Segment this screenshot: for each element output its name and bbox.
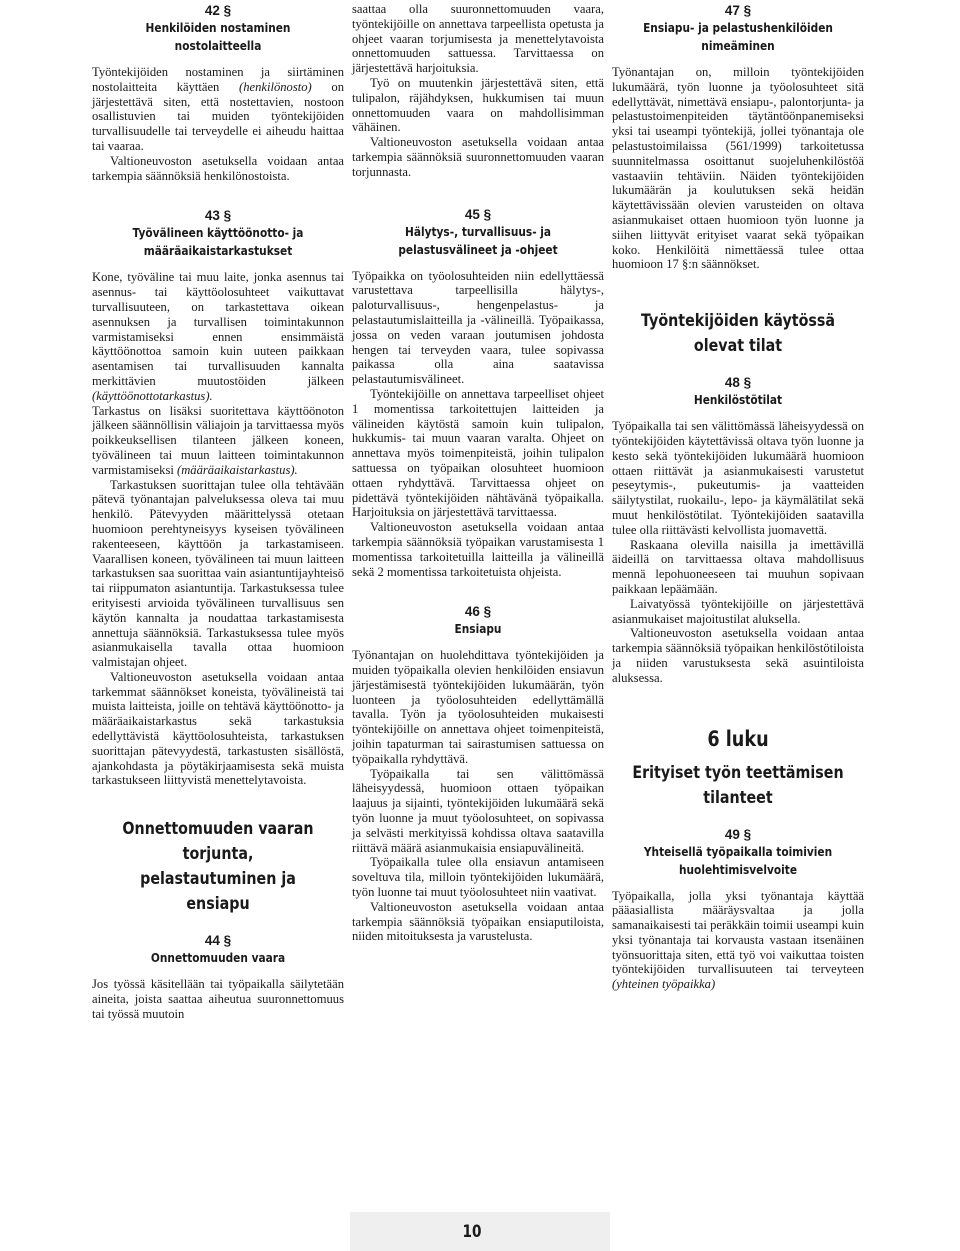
section-49-number: 49 § (724, 826, 752, 842)
text-run: Kone, työväline tai muu laite, jonka asennus tai asennus- tai käyttöolosuhteet vaikuttavat turvallisuuteen, on tarkastettava oikean asennuksen ja turvallisen toimintakunnon varmistamiseksi ennen ensimmäistä käyttöönottoa samoin kuin uuteen paikkaan asentamisen tai turvallisuuden kannalta merkittävien muutostöiden jälkeen (92, 270, 344, 388)
column-2 (352, 2, 604, 944)
italic-term: (määräaikaistarkastus). (177, 462, 298, 477)
section-45-title-line2: pelastusvälineet ja -ohjeet (398, 241, 558, 257)
section-46-paragraph-2: Työpaikalla tai sen välittömässä läheisyydessä, huomioon ottaen työpaikan laajuus ja sijainti, työntekijöiden lukumäärä sekä työn luonne ja muut työolosuhteet, on sopivassa ja selvästi merkityissä kohdissa oltava saatavilla riittävä määrä asianmukaisia ensiapuvälineitä. (352, 766, 604, 855)
section-46-paragraph-4: Valtioneuvoston asetuksella voidaan antaa tarkempia säännöksiä työpaikan ensiaputiloista, niiden mitoituksesta ja varustelusta. (352, 899, 604, 944)
section-42-paragraph-1 (92, 65, 344, 154)
section-43-paragraph-2 (92, 404, 344, 478)
page-number: 10 (462, 1222, 482, 1242)
section-43-paragraph-4: Valtioneuvoston asetuksella voidaan antaa tarkemmat säännökset koneista, työvälineistä tai muista laitteista, joille on tehtävä käyttöönotto- ja määräaikaistarkastus sekä tarkastuksia edellyttävistä käyttöolosuhteista, tarkastuksen suorittajan pätevyydestä, tarkastusten sisällöstä, ajankohdasta ja pöytäkirjaamisesta sekä muista tarkastukseen liittyvistä menettelytavoista. (92, 669, 344, 788)
section-44-paragraph-1: Jos työssä käsitellään tai työpaikalla säilytetään aineita, joista saattaa aiheutua suuronnettomuus tai työssä muutoin (92, 977, 344, 1021)
section-48-paragraph-3: Laivatyössä työntekijöille on järjestettävä asianmukaiset majoitustilat aluksella. (612, 596, 864, 626)
section-45-paragraph-3: Valtioneuvoston asetuksella voidaan antaa tarkempia säännöksiä työpaikan varustamisesta 1 momentissa tarkoitetuilla laitteilla ja välineillä sekä 2 momentissa tarkoitetuista ohjeista. (352, 520, 604, 579)
section-42-paragraph-2: Valtioneuvoston asetuksella voidaan antaa tarkempia säännöksiä henkilönostoista. (92, 153, 344, 183)
section-46-paragraph-1: Työnantajan on huolehdittava työntekijöiden ja muiden työpaikalla olevien henkilöiden ensiavun järjestämisestä työntekijöiden lukumäärän, työn luonteen ja työolosuhteiden edellyttämällä tavalla. Työn ja työolosuhteiden mukaisesti työntekijöille on annettava ohjeet toimenpiteistä, joihin tapaturman tai sairastumisen sattuessa on työpaikalla ryhdyttävä. (352, 648, 604, 766)
text-run: Tarkastus on lisäksi suoritettava käyttöönoton jälkeen säännöllisin väliajoin ja tarvittaessa myös poikkeuksellisen tilanteen jälkeen koneen, työvälineen tai muun laitteen toimintakunnon varmistamiseksi (92, 403, 344, 477)
section-46-title: Ensiapu (454, 621, 502, 637)
chapter-6-title-line1: Erityiset työn teettämisen (632, 762, 844, 782)
continuation-paragraph-1: saattaa olla suuronnettomuuden vaara, työntekijöille on annettava tarpeellista opetusta ja ohjeet vaaran torjumisesta ja menettelytavoista onnettomuuden sattuessa. Tarvittaessa on järjestettävä harjoituksia. (352, 2, 604, 76)
section-43-number: 43 § (204, 208, 232, 224)
section-44-number: 44 § (204, 933, 232, 949)
section-49-title-line1: Yhteisellä työpaikalla toimivien (643, 843, 833, 859)
column-3 (612, 2, 864, 992)
section-48-paragraph-2: Raskaana olevilla naisilla ja imettävillä äideillä on tarvittaessa oltava mahdollisuus mennä lepohuoneeseen tai muuhun sopivaan paikkaan lepäämään. (612, 537, 864, 596)
section-45-title-line1: Hälytys-, turvallisuus- ja (404, 223, 552, 239)
section-42-number: 42 § (204, 3, 232, 18)
text-run: Työntekijöiden nostaminen ja siirtäminen nostolaitteita käyttäen (92, 65, 344, 94)
section-46-paragraph-3: Työpaikalla tulee olla ensiavun antamiseen soveltuva tila, milloin työntekijöiden lukumäärä, työn luonne tai muut työolosuhteet niin vaativat. (352, 855, 604, 900)
continuation-paragraph-3: Valtioneuvoston asetuksella voidaan antaa tarkempia säännöksiä suuronnettomuuden vaaran torjunnasta. (352, 135, 604, 179)
section-48-title: Henkilöstötilat (693, 392, 783, 408)
section-47-paragraph-1: Työnantajan on, milloin työntekijöiden lukumäärä, työn luonne ja työolosuhteet sitä edellyttävät, nimettävä ensiapu-, palontorjunta- ja pelastustoimenpiteiden täytäntöönpanemiseksi yksi tai useampi työntekijä, jollei työnantaja ole pelastustoimilaissa (561/1999) tarkoitetussa suunnitelmassa osoittanut suojeluhenkilöstöä vastaaviin tehtäviin. Näiden työntekijöiden lukumäärän ja koulutuksen sekä heidän käytettävissään olevien varusteiden on oltava asianmukaiset ottaen huomioon työn luonne ja siihen liittyvät erityiset vaarat sekä työpaikan koko. Henkilöitä nimettäessä tulee ottaa huomioon 17 §:n säännökset. (612, 65, 864, 272)
section-43-paragraph-1 (92, 270, 344, 403)
italic-term: (henkilönosto) (239, 79, 312, 94)
section-47-title-line2: nimeäminen (701, 38, 775, 53)
section-43-title-line2: määräaikaistarkastukset (143, 243, 293, 259)
section-47-number: 47 § (724, 3, 752, 18)
chapter-6-title-line2: tilanteet (703, 787, 773, 807)
continuation-paragraph-2: Työ on muutenkin järjestettävä siten, että tulipalon, räjähdyksen, hukkumisen tai muun onnettomuuden vaara on mahdollisimman vähäinen. (352, 75, 604, 135)
section-48-paragraph-4: Valtioneuvoston asetuksella voidaan antaa tarkempia säännöksiä työpaikan henkilöstötiloista ja niiden varustuksesta sekä asuintiloista aluksessa. (612, 626, 864, 685)
section-48-paragraph-1: Työpaikalla tai sen välittömässä läheisyydessä on työntekijöiden käytettävissä oltava työn luonne ja kesto sekä työntekijöiden lukumäärä huomioon ottaen riittävät ja asianmukaisesti varustetut peseytymis-, pukeutumis- ja vaatteiden säilytystilat, ruokailu-, lepo- ja käymälätilat sekä muut henkilöstötilat. Työntekijöiden saatavilla tulee olla riittävästi kelvollista juomavettä. (612, 419, 864, 537)
section-43-title-line1: Työvälineen käyttöönotto- ja (132, 225, 304, 241)
chapter-title-line2: olevat tilat (693, 336, 783, 356)
section-47-title-line1: Ensiapu- ja pelastushenkilöiden (643, 20, 833, 35)
section-42-title-line1: Henkilöiden nostaminen (145, 20, 291, 35)
italic-term: (käyttöönottotarkastus). (92, 388, 213, 403)
section-45-number: 45 § (464, 206, 492, 222)
chapter-number: 6 luku (707, 726, 769, 751)
chapter-title-line2: pelastautuminen ja ensiapu (140, 869, 296, 914)
chapter-title-line1: Työntekijöiden käytössä (640, 311, 836, 331)
section-49-paragraph-1 (612, 889, 864, 993)
chapter-title-line1: Onnettomuuden vaaran torjunta, (122, 819, 314, 864)
section-49-title-line2: huolehtimisvelvoite (678, 861, 798, 877)
section-46-number: 46 § (464, 604, 492, 620)
section-45-paragraph-2: Työntekijöille on annettava tarpeelliset ohjeet 1 momentissa tarkoitettujen laitteiden ja välineiden käytöstä samoin kuin tulipalon, hukkumis- tai muun vaaran varalta. Ohjeet on annettava myös toimenpiteistä, joihin tulipalon sattuessa on työpaikan olosuhteet huomioon ottaen ryhdyttävä. Tarvittaessa ohjeet on pidettävä työntekijöiden nähtävänä työpaikalla. Harjoituksia on järjestettävä tarvittaessa. (352, 386, 604, 520)
text-run: Työpaikalla, jolla yksi työnantaja käyttää pääasiallista määräysvaltaa ja jolla samanaikaisesti tai peräkkäin toimii useampi kuin yksi työnantaja tai korvausta vastaan itsenäinen työnsuorittaja siten, että työ voi vaikuttaa toisten työntekijöiden turvallisuuteen tai terveyteen (612, 888, 864, 977)
italic-term: (yhteinen työpaikka) (612, 977, 716, 992)
section-42-title-line2: nostolaitteella (174, 38, 262, 53)
column-1 (92, 2, 344, 1022)
section-43-paragraph-3: Tarkastuksen suorittajan tulee olla tehtävään pätevä työnantajan palveluksessa oleva tai muu henkilö. Pätevyyden määrittelyssä otetaan huomioon perehtyneisyys kyseisen työvälineen rakenteeseen, käyttöön ja tarkastamiseen. Vaarallisen koneen, työvälineen tai muun laitteen tarkastuksen saa suorittaa vain asiantuntijayhteisö tai riippumaton asiantuntija. Tarkastuksessa tulee erityisesti arvioida työvälineen turvallisuus sen käytön kannalta ja noudattaa tarkastamisesta annettuja säännöksiä. Tarkastuksessa tulee myös asianmukaisella tavalla ottaa huomioon valmistajan ohjeet. (92, 477, 344, 670)
section-48-number: 48 § (724, 375, 752, 391)
section-44-title: Onnettomuuden vaara (150, 950, 286, 966)
section-45-paragraph-1: Työpaikka on työolosuhteiden niin edellyttäessä varustettava tarpeellisilla hälytys-, paloturvallisuus-, hengenpelastus- ja pelastautumislaitteilla ja -välineillä. Työpaikassa, jossa on veden varaan joutumisen johdosta hengen tai terveyden vaara, tulee sopivassa paikassa olla aina saatavissa pelastautumisvälineet. (352, 268, 604, 387)
text-run: on järjestettävä siten, että nostettavien, nostoon osallistuvien tai muiden työntekijöiden turvallisuudelle tai terveydelle ei aiheudu haittaa tai vaaraa. (92, 79, 344, 153)
